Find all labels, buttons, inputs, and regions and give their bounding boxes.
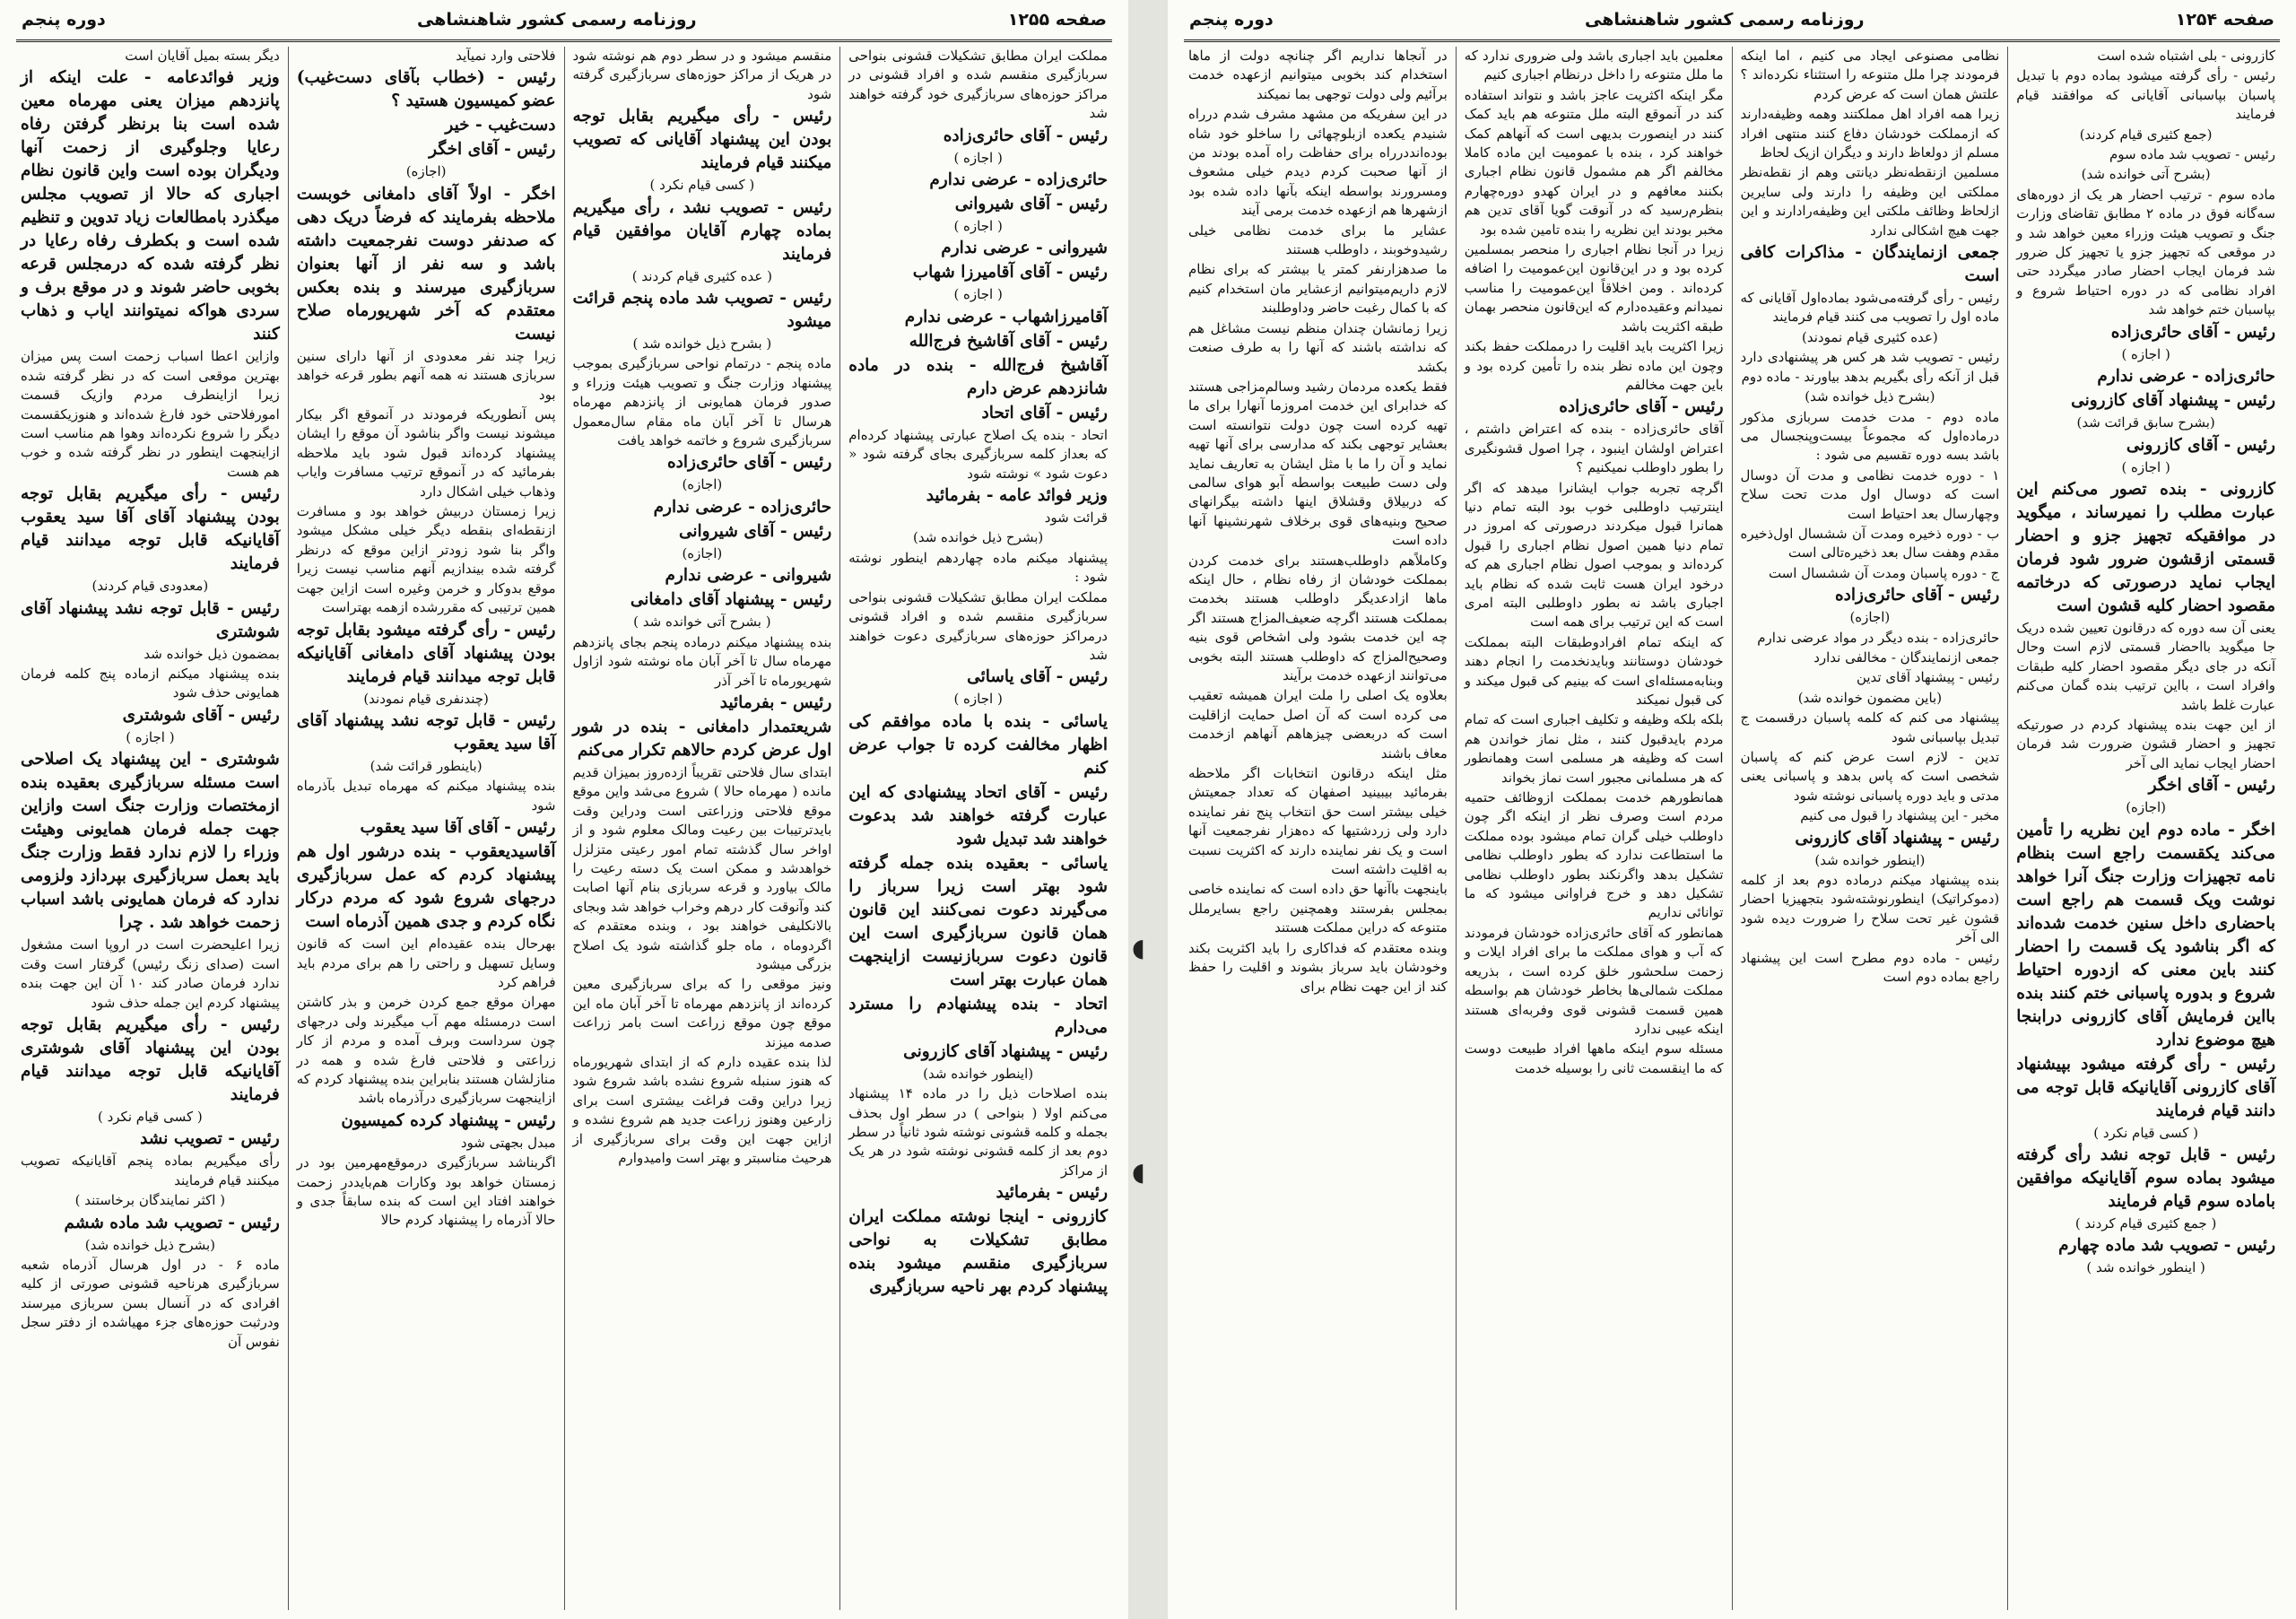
paragraph: رئیس - رأی گرفته‌می‌شود بماده‌اول آقایانی که ماده اول را تصویب می کنند قیام فرمایند	[1740, 290, 2000, 326]
paragraph: ماده سوم - ترتیب احضار هر یک از دوره‌های سه‌گانه فوق در ماده ۲ مطابق تقاضای وزارت جنگ و تصویب هیئت وزراء معین خواهد شد و در موقعی که تجهیز جزو یا تجهیز کل ضرور شد فرمان ایجاب احضار صادر میگردد حتی افراد نظامی که در دوره احتیاط شروع و بپاسبان ختم خواهد شد	[2016, 186, 2275, 318]
paragraph: پیشنهاد میکنم ماده چهاردهم اینطور نوشته شود :	[848, 549, 1108, 586]
paragraph: قرائت شود	[1044, 509, 1108, 527]
paragraph: ما صدهزارنفر کمتر یا بیشتر که برای نظام لازم داریم‌میتوانیم ازعشایر مان استخدام کنیم که با کمال رغبت حاضر وداوطلبند	[1188, 261, 1448, 317]
binding-mark: ◖	[1132, 1157, 1145, 1187]
paragraph: زیرا چند نفر معدودی از آنها دارای سنین سربازی هستند نه همه آنهم بطور قرعه خواهد بود	[296, 347, 556, 403]
paragraph: مخبر - این پیشنهاد را قبول می کنیم	[1800, 807, 2000, 824]
paragraph: زیرا اعلیحضرت است در اروپا است مشغول است (صدای زنگ رئیس) گرفتار است وقت ندارد فرمان صادر کند ۱۰ آن این جهت بنده پیشنهاد کردم این جمله حذف شود	[21, 936, 280, 1011]
paragraph: معلمین باید اجباری باشد ولی ضروری ندارد که ما ملل متنوعه را داخل درنظام اجباری کنیم	[1464, 48, 1724, 83]
paragraph: رئیس - تصویب شد ماده سوم	[2109, 146, 2275, 163]
speaker-line: کازرونی - بنده تصور می‌کنم این عبارت مطلب را نمیرساند ، میگوید در موافقیکه تجهیز جزو و احضار قسمتی ازقشون ضرور شود فرمان ایجاب نماید درصورتی که درخاتمه مقصود احضار کلیه قشون است	[2016, 479, 2275, 615]
paragraph: ۱ - دوره خدمت نظامی و مدت آن دوسال است که دوسال اول مدت تحت سلاح وچهارسال بعد احتیاط است	[1740, 466, 2000, 522]
paragraph: زیرا زمانشان چندان منظم نیست مشاغل هم که نداشته باشند که آنها را به طرف صنعت بکشد	[1188, 319, 1448, 375]
text-column	[1180, 47, 1456, 1610]
procedural-note: (اجازه)	[2126, 799, 2167, 816]
speaker-line: رئیس - آقای اخگر	[2148, 776, 2275, 796]
paragraph: بهرحال بنده عقیده‌ام این است که قانون وسایل تسهیل و راحتی را هم برای مردم باید فراهم کرد	[296, 936, 556, 990]
paragraph: بمضمون ذیل خوانده شد	[144, 645, 280, 662]
paragraph: همانطورهم خدمت بمملکت ازوظائف حتمیه مردم است وصرف نظر از اینکه اگر چون داوطلب خیلی گران تمام میشود بوده مملکت ما استطاعت ندارد که بطور داوطلب نظامی تشکیل بدهد واگرنکند بطور داوطلب نظامی تشکیل دهد و خرج فراوانی میشود که ما توانائی نداریم	[1464, 789, 1724, 921]
procedural-note: (اینطور خوانده شد)	[1814, 851, 1926, 868]
right-page	[1168, 0, 2296, 1619]
binding-mark: ◖	[1132, 933, 1145, 962]
speaker-line: یاسائی - بعقیده بنده جمله گرفته شود بهتر است زیرا سرباز را می‌گیرند دعوت نمی‌کنند این قانون همان قانون سربازگیری است این قانون دعوت سربازنیست ازاینجهت همان عبارت بهتر است	[848, 853, 1108, 989]
paragraph: مثل اینکه درقانون انتخابات اگر ملاحظه بفرمائید بیبینید اصفهان که تعداد جمعیتش خیلی بیشتر است حق انتخاب پنج نفر نماینده دارد ولی زردشتیها که ده‌هزار نفرجمعیت آنها است و یک نفر نماینده دارند که اکثریت نسبت به اقلیت داشته است	[1188, 765, 1448, 878]
speaker-line: رئیس - آقای شیروانی	[954, 195, 1108, 214]
procedural-note: ( اکثر نمایندگان برخاستند )	[74, 1192, 226, 1209]
paragraph: حائری‌زاده - بنده دیگر در مواد عرضی ندارم	[1757, 629, 2000, 646]
paragraph: نظامی مصنوعی ایجاد می کنیم ، اما اینکه فرمودند چرا ملل متنوعه را استثناء نکرده‌اند ؟ علتش همان است که عرض کردم	[1740, 48, 2000, 102]
paragraph: زیرا همه افراد اهل مملکتند وهمه وظیفه‌دارند که ازمملکت خودشان دفاع کنند منتهی افراد مسلم از دولعاظ دارند و دیگران ازیک لحاظ	[1740, 106, 2000, 161]
paragraph: پس آنطوریکه فرمودند در آنموقع اگر بیکار میشوند نیست واگر بناشود آن موقع را ایشان پیشنهاد کرده‌اند قبول شود باید ملاحظه بفرمائید که در آنموقع ترتیب مسافرت وایاب وذهاب خیلی اشکال دارد	[296, 406, 556, 500]
paragraph: پیشنهاد می کنم که کلمه پاسبان درقسمت ج تبدیل بپاسبانی شود	[1740, 709, 2000, 745]
speaker-line: رئیس - آقای شیروانی	[678, 521, 832, 541]
procedural-note: (اینطور خوانده شد)	[923, 1065, 1034, 1082]
speaker-line: رئیس - تصویب شد ماده چهارم	[2058, 1236, 2275, 1256]
paragraph: ماده ۶ - در اول هرسال آذرماه شعبه سربازگیری هرناحیه قشونی صورتی از کلیه افرادی که در آنسال بسن سربازی میرسند ودرثبت حوزه‌های جزء مهیاشده از دفتر سجل نفوس آن	[21, 1256, 280, 1350]
speaker-line: آقاشیخ فرج‌الله - بنده در ماده شانزدهم عرض دارم	[848, 355, 1108, 398]
paragraph: رئیس - پیشنهاد آقای تدین	[1856, 669, 2000, 686]
speaker-line: رئیس - رأی گرفته میشود بقابل توجه بودن پیشنهاد آقای دامغانی آقایانیکه قابل توجه میدانند قیام فرمایند	[296, 620, 556, 686]
procedural-note: ( اینطور خوانده شد )	[2086, 1259, 2205, 1276]
speaker-line: وزیر فوائدعامه - علت اینکه از پانزدهم میزان یعنی مهرماه معین شده است بنا برنظر گرفتن رفاه رعایا وجلوگیری از زحمت آنها ودیگران بوده است واین قانون نظام اجباری که حالا از تصویب مجلس میگذرد بامطالعات زیاد تدوین و تنظیم شده است و بکطرف رفاه رعایا در نظر گرفته شده که درمجلس قرعه بخوبی حاضر شوند و در موقع برف و سردی هواکه نمیتوانند ایاب و ذهاب کنند	[21, 68, 280, 344]
paragraph: ونیز موقعی را که برای سربازگیری معین کرده‌اند از پانزدهم مهرماه تا آخر آبان ماه این موقع چون موقع زراعت است بامر زراعت صدمه میزند	[572, 976, 832, 1050]
paragraph: اگربناشد سربازگیری درموقع‌مهرمین بود در زمستان خواهد بود وکارات هم‌بایددر زحمت خواهند افتاد این است که بنده سابقاً جدی و حالا آذرماه را پیشنهاد کردم حالا	[296, 1154, 556, 1229]
speaker-line: رئیس - قابل توجه نشد پیشنهاد آقای آقا سید یعقوب	[296, 710, 556, 753]
speaker-line: رئیس - (خطاب بآقای دست‌غیب) عضو کمیسیون هستید ؟	[296, 68, 556, 111]
paragraph: همانطور که آقای حائری‌زاده خودشان فرمودند که آب و هوای مملکت ما برای افراد ایلات و زحمت سلحشور خلق کرده است ، بذریعه مملکت شمالی‌ها بخاطر خودشان هم بواسطه همین قسمت قشونی قوی وفربه‌‌ای هستند اینکه عیبی ندارد	[1464, 924, 1724, 1037]
speaker-line: رئیس - آقای حائری‌زاده	[1559, 397, 1724, 417]
procedural-note: (معدودی قیام کردند)	[91, 578, 209, 595]
paragraph: مملکت ایران مطابق تشکیلات قشونی بنواحی سربازگیری منقسم شده و افراد قشونی درمراکز حوزه‌های سربازگیری دعوت خواهند شد	[848, 588, 1108, 663]
procedural-note: ( کسی قیام نکرد )	[2093, 1124, 2199, 1141]
paragraph: یعنی آن سه دوره که درقانون تعیین شده دریک جا میگوید بااحضار قسمتی لازم است وحال آنکه در جای دیگر مقصود احضار کلیه طبقات وافراد است ، بااین ترتیب بنده گمان می‌کنم عبارت غلط باشد	[2016, 619, 2275, 713]
procedural-note: (عده کثیری قیام نمودند)	[1801, 328, 1938, 345]
paragraph: بنده اصلاحات ذیل را در ماده ۱۴ پیشنهاد می‌کنم اولا ( بنواحی ) در سطر اول بحذف بجمله و کلمه قشونی نوشته شود ثانیاً در سطر دوم بعد از کلمه قشونی نوشته شود در هر یک از مراکز	[848, 1085, 1108, 1179]
right-page-columns	[1180, 47, 2283, 1610]
speaker-line: رئیس - پیشنهاد آقای کازرونی	[1795, 828, 2000, 848]
speaker-line: رئیس - رأی میگیریم بقابل توجه بودن این پیشنهاد آقایانی که تصویب میکنند قیام فرمایند	[572, 107, 832, 173]
paragraph: که اینکه تمام افرادوطبقات البته بمملکت خودشان دوستانند وبایدنخدمت را انجام دهند وبنابه‌مسئله‌ای است که بینیم کی قبول میکند و کی قبول نمیکند	[1464, 633, 1724, 708]
paragraph: لذا بنده عقیده دارم که از ابتدای شهریورماه که هنوز سنبله شروع نشده باشد شروع شود زیرا دراین وقت فراغت بیشتری است برای زارعین وهنوز زراعت جدید هم شروع نشده و ازاین جهت این وقت برای سربازگیری از هرحیث مناسبتر و بهتر است وامیدوارم	[572, 1054, 832, 1167]
speaker-line: رئیس - آقای حائری‌زاده	[943, 126, 1108, 145]
speaker-line: رئیس - پیشنهاد آقای کازرونی	[903, 1041, 1108, 1061]
speaker-line: شریعتمدار دامغانی - بنده در شور اول عرض کردم حالاهم تکرار می‌کنم	[572, 717, 832, 760]
speaker-line: رئیس - آقای اتحاد پیشنهادی که این عبارت گرفته خواهند شد بدعوت خواهند شد تبدیل شود	[848, 782, 1108, 849]
speaker-line: رئیس - آقای اتحاد	[981, 403, 1108, 422]
speaker-line: رئیس - آقای آقامیرزا شهاب	[912, 263, 1108, 283]
page-number: صفحه ۱۲۵۴	[2175, 10, 2274, 30]
speaker-line: رئیس - آقای کازرونی	[2126, 435, 2275, 455]
speaker-line: رئیس - پیشنهاد آقای کازرونی	[2071, 391, 2275, 411]
text-column	[13, 47, 288, 1610]
procedural-note: (چندنفری قیام نمودند)	[363, 690, 489, 707]
speaker-line: رئیس - آقای حائری‌زاده	[1834, 586, 2000, 605]
procedural-note: (اجازه)	[682, 544, 723, 561]
speaker-line: رئیس - بفرمائید	[996, 1183, 1108, 1203]
speaker-line: اتحاد - بنده پیشنهادم را مسترد می‌دارم	[848, 994, 1108, 1037]
speaker-line: رئیس - آقای شوشتری	[122, 705, 280, 725]
procedural-note: (بشرح سابق قرائت شد)	[2076, 414, 2215, 431]
paragraph: جمعی ازنمایندگان - مخالفی ندارد	[1813, 648, 2000, 666]
speaker-line: وزیر فوائد عامه - بفرمائید	[926, 486, 1108, 506]
left-page-columns	[13, 47, 1116, 1610]
paragraph: رأی میگیریم بماده پنجم آقایانیکه تصویب میکنند قیام فرمایند	[21, 1153, 280, 1188]
speaker-line: رئیس - تصویب نشد	[140, 1129, 280, 1149]
speaker-line: یاسائی - بنده با ماده موافقم کی اظهار مخالفت کرده تا جواب عرض کنم	[848, 711, 1108, 778]
speaker-line: رئیس - بفرمائید	[719, 692, 832, 712]
newspaper-title: روزنامه رسمی کشور شاهنشاهی	[1585, 10, 1865, 30]
paragraph: باینجهت باآنها حق داده است که نماینده خاصی بمجلس بفرستند وهمچنین راجع بسایرملل متنوعه که دراین مملکت هستند	[1188, 881, 1448, 936]
speaker-line: حائری‌زاده - عرضی ندارم	[653, 497, 832, 517]
procedural-note: ( اجازه )	[953, 149, 1003, 166]
procedural-note: ( اجازه )	[953, 691, 1003, 708]
speaker-line: حائری‌زاده - عرضی ندارم	[929, 170, 1108, 190]
procedural-note: (جمع کثیری قیام کردند)	[2079, 126, 2213, 143]
paragraph: رئیس - ماده دوم مطرح است این پیشنهاد راجع بماده دوم است	[1740, 949, 2000, 986]
paragraph: دیگر بسته بمیل آقایان است	[125, 48, 280, 64]
speaker-line: کازرونی - اینجا نوشته مملکت ایران مطابق تشکیلات به نواحی سربازگیری منقسم میشود بنده پیشنهاد کردم بهر ناحیه سربازگیری	[848, 1207, 1108, 1297]
text-column	[1732, 47, 2008, 1610]
paragraph: ج - دوره پاسبان ومدت آن ششسال است	[1768, 564, 2000, 581]
paragraph: مبدل بجهتی شود	[460, 1134, 556, 1151]
paragraph: اتحاد - بنده یک اصلاح عبارتی پیشنهاد کرده‌ام که بعداز کلمه سربازگیری بجای گرفته شود « دعوت شود » نوشته شود	[848, 426, 1108, 482]
paragraph: ماده دوم - مدت خدمت سربازی مذکور درماده‌اول که مجموعاً بیست‌وپنجسال می باشد بسه دوره تقسیم می شود :	[1740, 408, 2000, 464]
speaker-line: شیروانی - عرضی ندارم	[665, 566, 832, 586]
text-column	[1456, 47, 1732, 1610]
procedural-note: (باین مضمون خوانده شد)	[1797, 689, 1943, 706]
procedural-note: ( کسی قیام نکرد )	[649, 177, 755, 194]
paragraph: رئیس - تصویب شد هر کس هر پیشنهادی دارد قبل از آنکه رأی بگیریم بدهد بیاورند - ماده دوم	[1740, 349, 2000, 385]
speaker-line: رئیس - آقای آقا سید یعقوب	[360, 818, 556, 838]
speaker-line: رئیس - آقای حائری‌زاده	[2110, 322, 2275, 342]
paragraph: بنده پیشنهاد میکنم که مهرماه تبدیل بآذرماه شود	[296, 778, 556, 814]
speaker-line: آقامیرزاشهاب - عرضی ندارم	[904, 307, 1108, 326]
paragraph: آقای حائری‌زاده - بنده که اعتراض داشتم ، اعتراض اولشان اینبود ، چرا اصول قشونگیری را بطور داوطلب نمیکنیم ؟	[1464, 421, 1724, 476]
speaker-line: رئیس - پیشنهاد آقای دامغانی	[630, 590, 832, 610]
paragraph: بنده پیشنهاد میکنم درماده دوم بعد از کلمه (دموکراتیک) اینطورنوشته‌شود بتجهیزیا احضار قشون غیر تحت سلاح را ضرورت دیده شود الی آخر	[1740, 872, 2000, 946]
paragraph: بنده پیشنهاد میکنم درماده پنجم بجای پانزدهم مهرماه سال تا آخر آبان ماه نوشته شود ازاول شهریورماه تا آخر آذر	[572, 633, 832, 689]
text-column	[2007, 47, 2283, 1610]
paragraph: از این جهت بنده پیشنهاد کردم در صورتیکه تجهیز و احضار قشون ضرورت شد فرمان احضار ایجاب نماید الی آخر	[2016, 716, 2275, 771]
paragraph: رئیس - رأی گرفته میشود بماده دوم با تبدیل پاسبان بپاسبانی آقایانی که موافقند قیام فرمایند	[2016, 67, 2275, 123]
procedural-note: ( کسی قیام نکرد )	[97, 1108, 203, 1125]
paragraph: اگرچه تجربه جواب ایشانرا میدهد که اگر اینترتیب داوطلبی خوب بود البته تمام دنیا همانرا قبول میکردند درصورتی که امروز در تمام دنیا همین اصول نظام اجباری را قبول کرده‌اند و بموجب اصول نظام اجباری هم که درخود ایران هست ثابت شده که نظام باید اجباری باشد نه بطور داوطلبی البته امری است که این ترتیب برای همه است	[1464, 479, 1724, 631]
paragraph: مسلمین ازنقطه‌نظر دیانتی وهم از نقطه‌نظر مملکتی این وظیفه را دارند ولی سایرین ازلحاظ وظائف ملکتی این وظیفه‌رادارند و این جهت هیچ اشکالی ندارد	[1740, 164, 2000, 239]
paragraph: کازرونی - بلی اشتباه شده است	[2097, 48, 2275, 64]
procedural-note: ( اجازه )	[2121, 345, 2170, 362]
speaker-line: رئیس - تصویب نشد ، رأی میگیریم بماده چهارم آقایان موافقین قیام فرمایند	[572, 197, 832, 264]
procedural-note: (بشرح ذیل خوانده شد)	[84, 1236, 216, 1253]
speaker-line: آقاسیدیعقوب - بنده درشور اول هم پیشنهاد کردم که عمل سربازگیری درجهای شروع شود که مردم درکار نگاه کردم و جدی همین آذرماه است	[296, 842, 556, 932]
procedural-note: (باینطور قرائت شد)	[370, 757, 483, 774]
speaker-line: حائری‌زاده - عرضی ندارم	[2097, 367, 2275, 387]
paragraph: فقط یکعده مردمان رشید وسالم‌مزاجی هستند که خدابرای این خدمت امروزما آنهارا برای ما تهیه کرده است چون دولت نتوانسته است بعشایر توجهی بکند که مدارسی برای آنها تهیه نماید و آن را ما با مثل ایشان به تعاریف نماید ولی دست طبیعت بواسطه آبو هوای سالمی که دربیلاق وقشلاق اینها داشته بیگرانهای صحیح وبنیه‌های قوی برخلاف شهرنشینها آنها داده است	[1188, 378, 1448, 549]
paragraph: مگر اینکه اکثریت عاجز باشد و نتواند استفاده کند در آنموقع البته ملل متنوعه هم باید کمک کنند در اینصورت بدیهی است که آنهاهم کمک خواهند کرد ، بنده با عمومیت این ماده کاملا مخالفم اگر هم مشمول قانون نظام اجباری بکنند معافهم و در ایران کهدو دوره‌چهارم بنظرم‌رسید که در آنوقت گویا آقای تدین هم مخبر بودند این نظریه را بنده تامین شده بود	[1464, 86, 1724, 238]
speaker-line: رئیس - تصویب شد ماده پنجم قرائت میشود	[572, 289, 832, 332]
speaker-line: اخگر - ماده دوم این نظریه را تأمین می‌کند یکقسمت راجع است بنظام نامه تجهیزات وزارت جنگ آنرا خواهد نوشت ویک قسمت هم راجع است باحضاری داخل سنین خدمت شده‌اند که اگر بناشود یک قسمت را احضار کنند باین معنی که ازدوره احتیاط شروع و بدوره پاسبانی ختم کنند بنده بااین فرمایش آقای کازرونی درابنجا هیچ موضوع ندارد	[2016, 820, 2275, 1049]
paragraph: زیرا زمستان دربیش خواهد بود و مسافرت ازنقطه‌ای بنقطه دیگر خیلی مشکل میشود واگر بنا شود زودتر ازاین موقع که درنظر گرفته شده بیندازیم آنهم مناسب نیست زیرا موقع بدوکار و خرمن وغیره است ازاین جهت همین ترتیبی که مقررشده ازهمه بهتراست	[296, 503, 556, 616]
paragraph: زیرا اکثریت باید اقلیت را درمملکت حفظ بکند وچون این ماده نظر بنده را تأمین کرده بود و باین جهت مخالفم	[1464, 338, 1724, 393]
paragraph: وکاملاًهم داوطلب‌هستند برای خدمت کردن بمملکت خودشان از رفاه نظام ، حال اینکه ماها ازادعدیگر داوطلب هستند بخدمت بمملکت هستند اگرچه ضعیف‌المزاج هستند اگر چه این خدمت بشود ولی اشخاص قوی بنیه وصحیح‌المزاج که داوطلب هستند البته بخوبی می‌توانند ازعهده خدمت برآیند	[1188, 552, 1448, 683]
speaker-line: اخگر - اولاً آقای دامغانی خوبست ملاحظه بفرمایند که فرضاً دریک دهی که صدنفر دوست نفرجمعیت داشته باشد و سه نفر از آنها بعنوان سربازگیری میرسند و بنده بعکس معتقدم که آخر شهریورماه صلاح نیست	[296, 184, 556, 344]
speaker-line: رئیس - رأی میگیریم بقابل توجه بودن این پیشنهاد آقای شوشتری آقایانیکه قابل توجه میدانند قیام فرمایند	[21, 1014, 280, 1104]
procedural-note: ( اجازه )	[953, 286, 1003, 303]
page-number: صفحه ۱۲۵۵	[1007, 10, 1107, 30]
paragraph: وبنده معتقدم که فداکاری را باید اکثریت بکند وخودشان باید سرباز بشوند و اقلیت را حفظ کند از این جهت نظام برای	[1188, 939, 1448, 995]
left-page-header	[16, 0, 1112, 42]
paragraph: وازاین اعطا اسباب زحمت است پس میزان بهترین موقعی است که در نظر گرفته شده زیرا ازاینطرف مردم وازیک قسمت امورفلاحتی خود فارغ شده‌اند و هنوزیکقسمت دیگر را شروع نکرده‌اند وهوا هم مناسب است ازاینجهت اینطور در نظر گرفته شده و خوب هم هست	[21, 348, 280, 480]
speaker-line: رئیس - آقای حائری‌زاده	[666, 453, 832, 473]
paragraph: تدین - لازم است عرض کنم که پاسبان شخصی است که پاس بدهد و پاسبانی یعنی مدتی و باید دوره پاسبانی نوشته شود	[1740, 749, 2000, 804]
paragraph: بعلاوه یک اصلی را ملت ایران همیشه تعقیب می کرده است که آن اصل حمایت ازاقلیت است که دربعضی چیزهاهم آنهاهم ازخدمت معاف باشند	[1188, 687, 1448, 762]
procedural-note: (اجازه)	[405, 163, 447, 180]
procedural-note: (بشرح ذیل خوانده شد)	[912, 529, 1044, 546]
procedural-note: ( اجازه )	[2121, 458, 2170, 475]
paragraph: بنده پیشنهاد میکنم ازماده پنج کلمه فرمان همایونی حذف شود	[21, 666, 280, 701]
paragraph: زیرا در آنجا نظام اجباری را منحصر بمسلمین کرده بود و در این‌قانون این‌عمومیت را اضافه کرده‌اند . ومن اخلاقاً این‌عمومیت را مناسب نمیدانم وعقیده‌دارم که این‌قانون منحصر بهمان طبقه اکثریت باشد	[1464, 241, 1724, 335]
text-column	[288, 47, 564, 1610]
paragraph: ابتدای سال فلاحتی تقریباً ازده‌روز بمیزان قدیم مانده ( مهرماه حالا ) شروع می‌شد واین موقع موقع فلاحتی وزراعتی است ودراین وقت بایدترتیبات بین رعیت ومالک معلوم شود و از اواخر سال گذشته تمام امور رعیتی متزلزل خواهدشد و ممکن است یک دسته رعیت را مالک بیاورد و قرعه سربازی بنام آنها اصابت کند وآنوقت کار درهم وخراب خواهد شد وبجای بالانکلیفی خواهند بود ، وبنده معتقدم که اگردوماه ، ماه جلو گذاشته شود یک اصلاح بزرگی میشود	[572, 763, 832, 972]
procedural-note: (اجازه)	[1849, 609, 1891, 626]
speaker-line: رئیس - رأی میگیریم بقابل توجه بودن پیشنهاد آقای آقا سید یعقوب آقایانیکه قابل توجه میدانند قیام فرمایند	[21, 484, 280, 574]
paragraph: در آنجاها نداریم اگر چنانچه دولت از ماها استخدام کند بخوبی میتوانیم ازعهده خدمت برآئیم ولی دولت توجهی بما نمیکند	[1188, 48, 1448, 102]
speaker-line: رئیس - قابل توجه نشد پیشنهاد آقای شوشتری	[21, 598, 280, 641]
procedural-note: ( بشرح ذیل خوانده شد )	[632, 335, 772, 353]
text-column	[839, 47, 1116, 1610]
paragraph: فلاحتی وارد نمیآید	[456, 48, 556, 64]
paragraph: مملکت ایران مطابق تشکیلات قشونی بنواحی سربازگیری منقسم شده و افراد قشونی در مراکز حوزه‌های سربازگیری خود گرفته خواهند شد	[848, 48, 1108, 122]
right-page-header	[1184, 0, 2280, 42]
speaker-line: رئیس - پیشنهاد کرده کمیسیون	[341, 1110, 556, 1130]
procedural-note: ( اجازه )	[953, 218, 1003, 235]
text-column	[564, 47, 840, 1610]
procedural-note: ( بشرح آتی خوانده شد )	[633, 614, 771, 631]
procedural-note: (بشرح آتی خوانده شد)	[2081, 166, 2211, 183]
paragraph: مسئله سوم اینکه ماهها افراد طبیعت دوست که ما اینقسمت ثانی را بوسیله خدمت	[1464, 1040, 1724, 1076]
procedural-note: ( جمع کثیری قیام کردند )	[2074, 1214, 2217, 1232]
speaker-line: رئیس - قابل توجه نشد رأی گرفته میشود بماده سوم آقایانیکه موافقین باماده سوم قیام فرمایند	[2016, 1145, 2275, 1211]
speaker-line: رئیس - آقای آقاشیخ فرج‌الله	[909, 331, 1108, 351]
procedural-note: ( اجازه )	[126, 728, 175, 745]
speaker-line: رئیس - آقای یاسائی	[967, 667, 1108, 687]
procedural-note: (بشرح ذیل خوانده شد)	[1805, 388, 1935, 405]
paragraph: بلکه بلکه وظیفه و تکلیف اجباری است که تمام مردم بایدقبول کنند ، مثل نماز خواندن هم است که وظیفه هر مسلمی است وهمانطور که هر مسلمانی مجبور است نماز بخواند	[1464, 711, 1724, 786]
speaker-line: شوشتری - این پیشنهاد یک اصلاحی است مسئله سربازگیری بعقیده بنده ازمختصات وزارت جنگ است وازاین جهت جمله فرمان همایونی وهیئت وزراء را لازم ندارد فقط وزارت جنگ باید بعمل سربازگیری بپردازد ولزومی ندارد که فرمان همایونی باشد اسباب زحمت خواهد شد . چرا	[21, 750, 280, 933]
session-label: دوره پنجم	[1189, 10, 1274, 30]
procedural-note: ( عده کثیری قیام کردند )	[631, 267, 772, 284]
newspaper-title: روزنامه رسمی کشور شاهنشاهی	[417, 10, 697, 30]
book-gutter	[1128, 0, 1168, 1619]
speaker-line: جمعی ازنمایندگان - مذاکرات کافی است	[1740, 243, 2000, 286]
paragraph: ب - دوره ذخیره ومدت آن ششسال اول‌ذخیره مقدم وهفت سال بعد ذخیره‌تالی است	[1740, 525, 2000, 561]
left-page	[0, 0, 1128, 1619]
paragraph: در این سفریکه من مشهد مشرف شدم درراه شنیدم یکعده ازبلوچهائی را ساخلو خود شاه بوده‌انددرراه برای حفاظت راه آمده بودند من از آنها صحبت کردم دیدم خیلی مشعوف ومسرورند بواسطه اینکه بآنها داده شده بود ازشهرها هم ازعهده خدمت برمی آیند	[1188, 106, 1448, 219]
speaker-line: دست‌غیب - خیر	[445, 116, 556, 135]
paragraph: مهران موقع جمع کردن خرمن و بذر کاشتن است درمسئله مهم آب میگیرند ولی درجهای چون سرداست وبرف آمده و مردم از کار زراعتی و فلاحتی فارغ شده و همه در منازلشان هستند بنابراین بنده پیشنهاد کردم که ازاینجهت سربازگیری درآذرماه باشد	[296, 994, 556, 1107]
paragraph: عشایر ما برای خدمت نظامی خیلی رشیدوخوبند ، داوطلب هستند	[1188, 222, 1448, 258]
speaker-line: رئیس - تصویب شد ماده ششم	[64, 1213, 280, 1232]
paragraph: ماده پنجم - درتمام نواحی سربازگیری بموجب پیشنهاد وزارت جنگ و تصویب هیئت وزراء و صدور فرمان همایونی از پانزدهم مهرماه هرسال تا آخر آبان ماه مقام سال‌معمول سربازگیری شروع و خاتمه خواهد یافت	[572, 355, 832, 449]
speaker-line: رئیس - آقای اخگر	[429, 140, 556, 160]
procedural-note: (اجازه)	[682, 476, 723, 493]
paragraph: منقسم میشود و در سطر دوم هم نوشته شود در هریک از مراکز حوزه‌های سربازگیری گرفته شود	[572, 48, 832, 102]
speaker-line: رئیس - رأی گرفته میشود بپیشنهاد آقای کازرونی آقایانیکه قابل توجه می دانند قیام فرمایند	[2016, 1054, 2275, 1120]
session-label: دوره پنجم	[22, 10, 106, 30]
speaker-line: شیروانی - عرضی ندارم	[941, 239, 1108, 258]
